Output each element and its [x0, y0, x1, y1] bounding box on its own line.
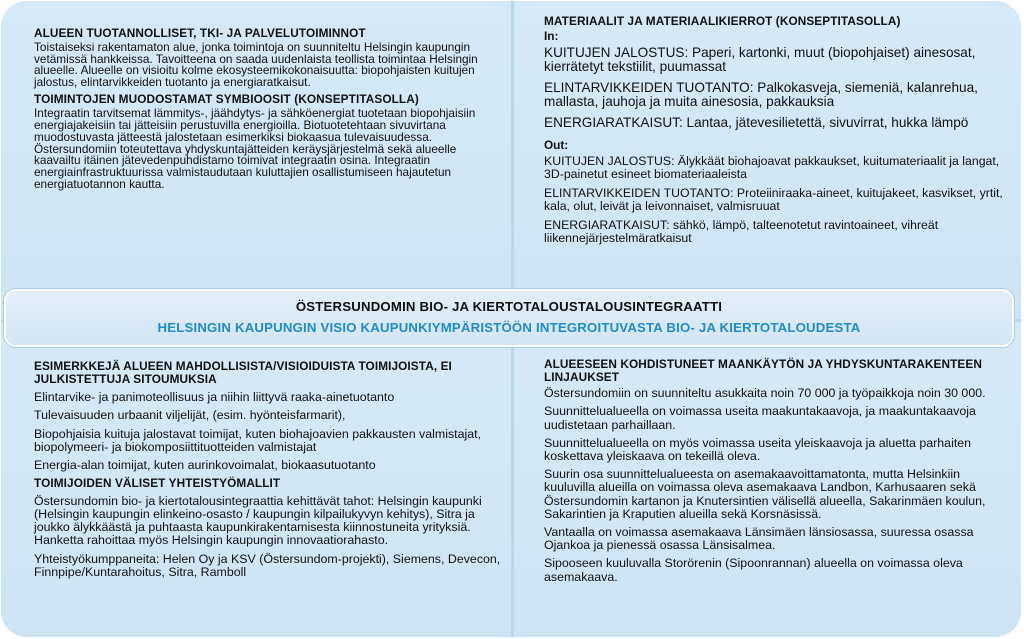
materials-in-item-label: ELINTARVIKKEIDEN TUOTANTO: [544, 79, 754, 95]
production-rdi-content [34, 27, 504, 195]
actor-item: Tulevaisuuden urbaanit viljelijät, (esim. hyönteisfarmarit), [34, 408, 346, 423]
quadrant-production-rdi [1, 1, 511, 319]
actors-heading: ESIMERKKEJÄ ALUEEN MAHDOLLISISTA/VISIOIDUISTA TOIMIJOISTA, EI JULKISTETTUJA SITOUMUKSIA [34, 359, 452, 386]
actor-item: Biopohjaisia kuituja jalostavat toimijat, kuten biohajoavien pakkausten valmistajat, biopolymeeri- ja biokomposiittituotteiden valmistajat [34, 426, 482, 454]
banner-subtitle: HELSINGIN KAUPUNGIN VISIO KAUPUNKIYMPÄRISTÖÖN INTEGROITUVASTA BIO- JA KIERTOTALOUDESTA [157, 320, 861, 335]
materials-in-item [544, 46, 1009, 75]
production-rdi-text: Toistaiseksi rakentamaton alue, jonka toimintoja on suunniteltu Helsingin kaupungin vetämissä hankkeissa. Tavoitteena on saada uudenlaista teollista toimintaa Helsingin alueelle. Alueelle on visioitu kolme ekosysteemikokonaisuutta: biopohjaisten kuitujen jalostus, elintarvikkeiden tuotanto ja energiaratkaisut. [34, 39, 478, 90]
actor-item: Elintarvike- ja panimoteollisuus ja niihin liittyvä raaka-ainetuotanto [34, 390, 395, 405]
materials-out-item-text: sähkö, lämpö, talteenotetut ravintoaineet, vihreät liikennejärjestelmäratkaisut [544, 217, 939, 246]
materials-out-item [544, 187, 1009, 214]
materials-in-item-text: Palkokasveja, siemeniä, kalanrehua, mallasta, jauhoja ja muita ainesosia, pakkauksia [544, 79, 978, 110]
banner-title: ÖSTERSUNDOMIN BIO- JA KIERTOTALOUSTALOUSINTEGRAATTI [295, 299, 723, 314]
materials-out-item [544, 155, 1009, 182]
land-use-heading: ALUEESEEN KOHDISTUNEET MAANKÄYTÖN JA YHDYSKUNTARAKENTEEN LINJAUKSET [544, 357, 982, 384]
materials-in-item [544, 116, 1009, 131]
materials-out-item-label: KUITUJEN JALOSTUS: [544, 153, 675, 168]
production-rdi-heading: ALUEEN TUOTANNOLLISET, TKI- JA PALVELUTOIMINNOT [34, 26, 366, 40]
materials-out-item-text: Proteiiniraaka-aineet, kuitujakeet, kasvikset, yrtit, kala, olut, leivät ja leivonnaiset, valmisruuat [544, 185, 1003, 214]
materials-in-item [544, 81, 1009, 110]
cooperation-heading: TOIMIJOIDEN VÄLISET YHTEISTYÖMALLIT [34, 476, 281, 491]
symbiosis-heading: TOIMINTOJEN MUODOSTAMAT SYMBIOOSIT (KONSEPTITASOLLA) [34, 92, 419, 107]
actor-item: Energia-alan toimijat, kuten aurinkovoimalat, biokaasutuotanto [34, 458, 376, 472]
land-use-item: Östersundomiin on suunniteltu asukkaita noin 70 000 ja työpaikkoja noin 30 000. [544, 386, 986, 401]
land-use-item: Sipooseen kuuluvalla Storörenin (Sipoonrannan) alueella on voimassa oleva asemakaava. [544, 556, 963, 584]
materials-out-item-label: ELINTARVIKKEIDEN TUOTANTO: [544, 185, 734, 200]
quadrant-land-use [514, 322, 1021, 637]
land-use-item: Vantaalla on voimassa asemakaava Länsimäen länsiosassa, suuressa osassa Ojankoa ja pienessä osassa Länsisalmea. [544, 525, 974, 553]
partners-text: Yhteistyökumppaneita: Helen Oy ja KSV (Östersundom-projekti), Siemens, Devecon, Finnpipe/Kuntarahoitus, Sitra, Ramboll [34, 551, 501, 579]
actors-content [34, 360, 504, 584]
land-use-item: Suurin osa suunnittelualueesta on asemakaavoittamatonta, mutta Helsinkiin kuuluvilla alueilla on voimassa oleva asemakaava Landbon, Karhusaaren sekä Östersundomin kartanon ja Knutersintien välisellä alueella, Sakarinmäen koulun, Sakarintien ja Kraputien alueilla sekä Korsnäsissä. [544, 467, 986, 521]
quadrant-materials [514, 1, 1021, 319]
materials-out-label: Out: [544, 137, 569, 152]
symbiosis-text: Integraatin tarvitsemat lämmitys-, jäähdytys- ja sähköenergiat tuotetaan biopohjaisiin energiajakeisiin tai jätteisiin perustuvilla energioilla. Biotuotetehtaan sivuvirtana muodostuvasta jätteestä jalostetaan esimerkiksi biokaasua tulevaisuudessa. Östersundomiin toteutettava yhdyskuntajätteiden keräysjärjestelmä sekä alueelle kaavailtu itäinen jätevedenpuhdistamo toimivat integraatin osina. Integraatin energiainfrastruktuurissa valmistaudutaan kuluttajien osallistumiseen hajautetun energiatuotannon kautta. [34, 105, 476, 192]
materials-in-item-label: KUITUJEN JALOSTUS: [544, 44, 689, 60]
materials-content [544, 15, 1009, 250]
central-banner [4, 289, 1014, 347]
materials-out-item-text: Älykkäät biohajoavat pakkaukset, kuitumateriaalit ja langat, 3D-painetut esineet biomateriaaleista [544, 153, 1000, 182]
land-use-item: Suunnittelualueella on myös voimassa useita yleiskaavoja ja aluetta parhaiten koskettava yleiskaava on tekeillä oleva. [544, 435, 972, 463]
materials-in-item-text: Paperi, kartonki, muut (biopohjaiset) ainesosat, kierrätetyt tekstiilit, puumassat [544, 44, 976, 75]
quadrant-actors [1, 322, 511, 637]
materials-out-item-label: ENERGIARATKAISUT: [544, 217, 670, 232]
land-use-content [544, 358, 1009, 589]
land-use-item: Suunnittelualueella on voimassa useita maakuntakaavoja, ja maakuntakaavoja uudistetaan parhaillaan. [544, 404, 976, 432]
materials-out-item [544, 219, 1009, 246]
materials-in-label: In: [544, 28, 559, 43]
materials-heading: MATERIAALIT JA MATERIAALIKIERROT (KONSEPTITASOLLA) [544, 14, 901, 28]
materials-in-item-text: Lantaa, jätevesilietettä, sivuvirrat, hukka lämpö [682, 114, 969, 130]
materials-in-item-label: ENERGIARATKAISUT: [544, 114, 683, 130]
cooperation-text: Östersundomin bio- ja kiertotalousintegraattia kehittävät tahot: Helsingin kaupunki (Helsingin kaupungin elinkeino-osasto / kaupungin kilpailukyvyn kehitys), Sitra ja joukko älykkäästä ja puhtaasta kaupunkirakentamisesta kiinnostuneita yrityksiä. Hanketta rahoittaa myös Helsingin kaupungin innovaatiorahasto. [34, 493, 482, 548]
